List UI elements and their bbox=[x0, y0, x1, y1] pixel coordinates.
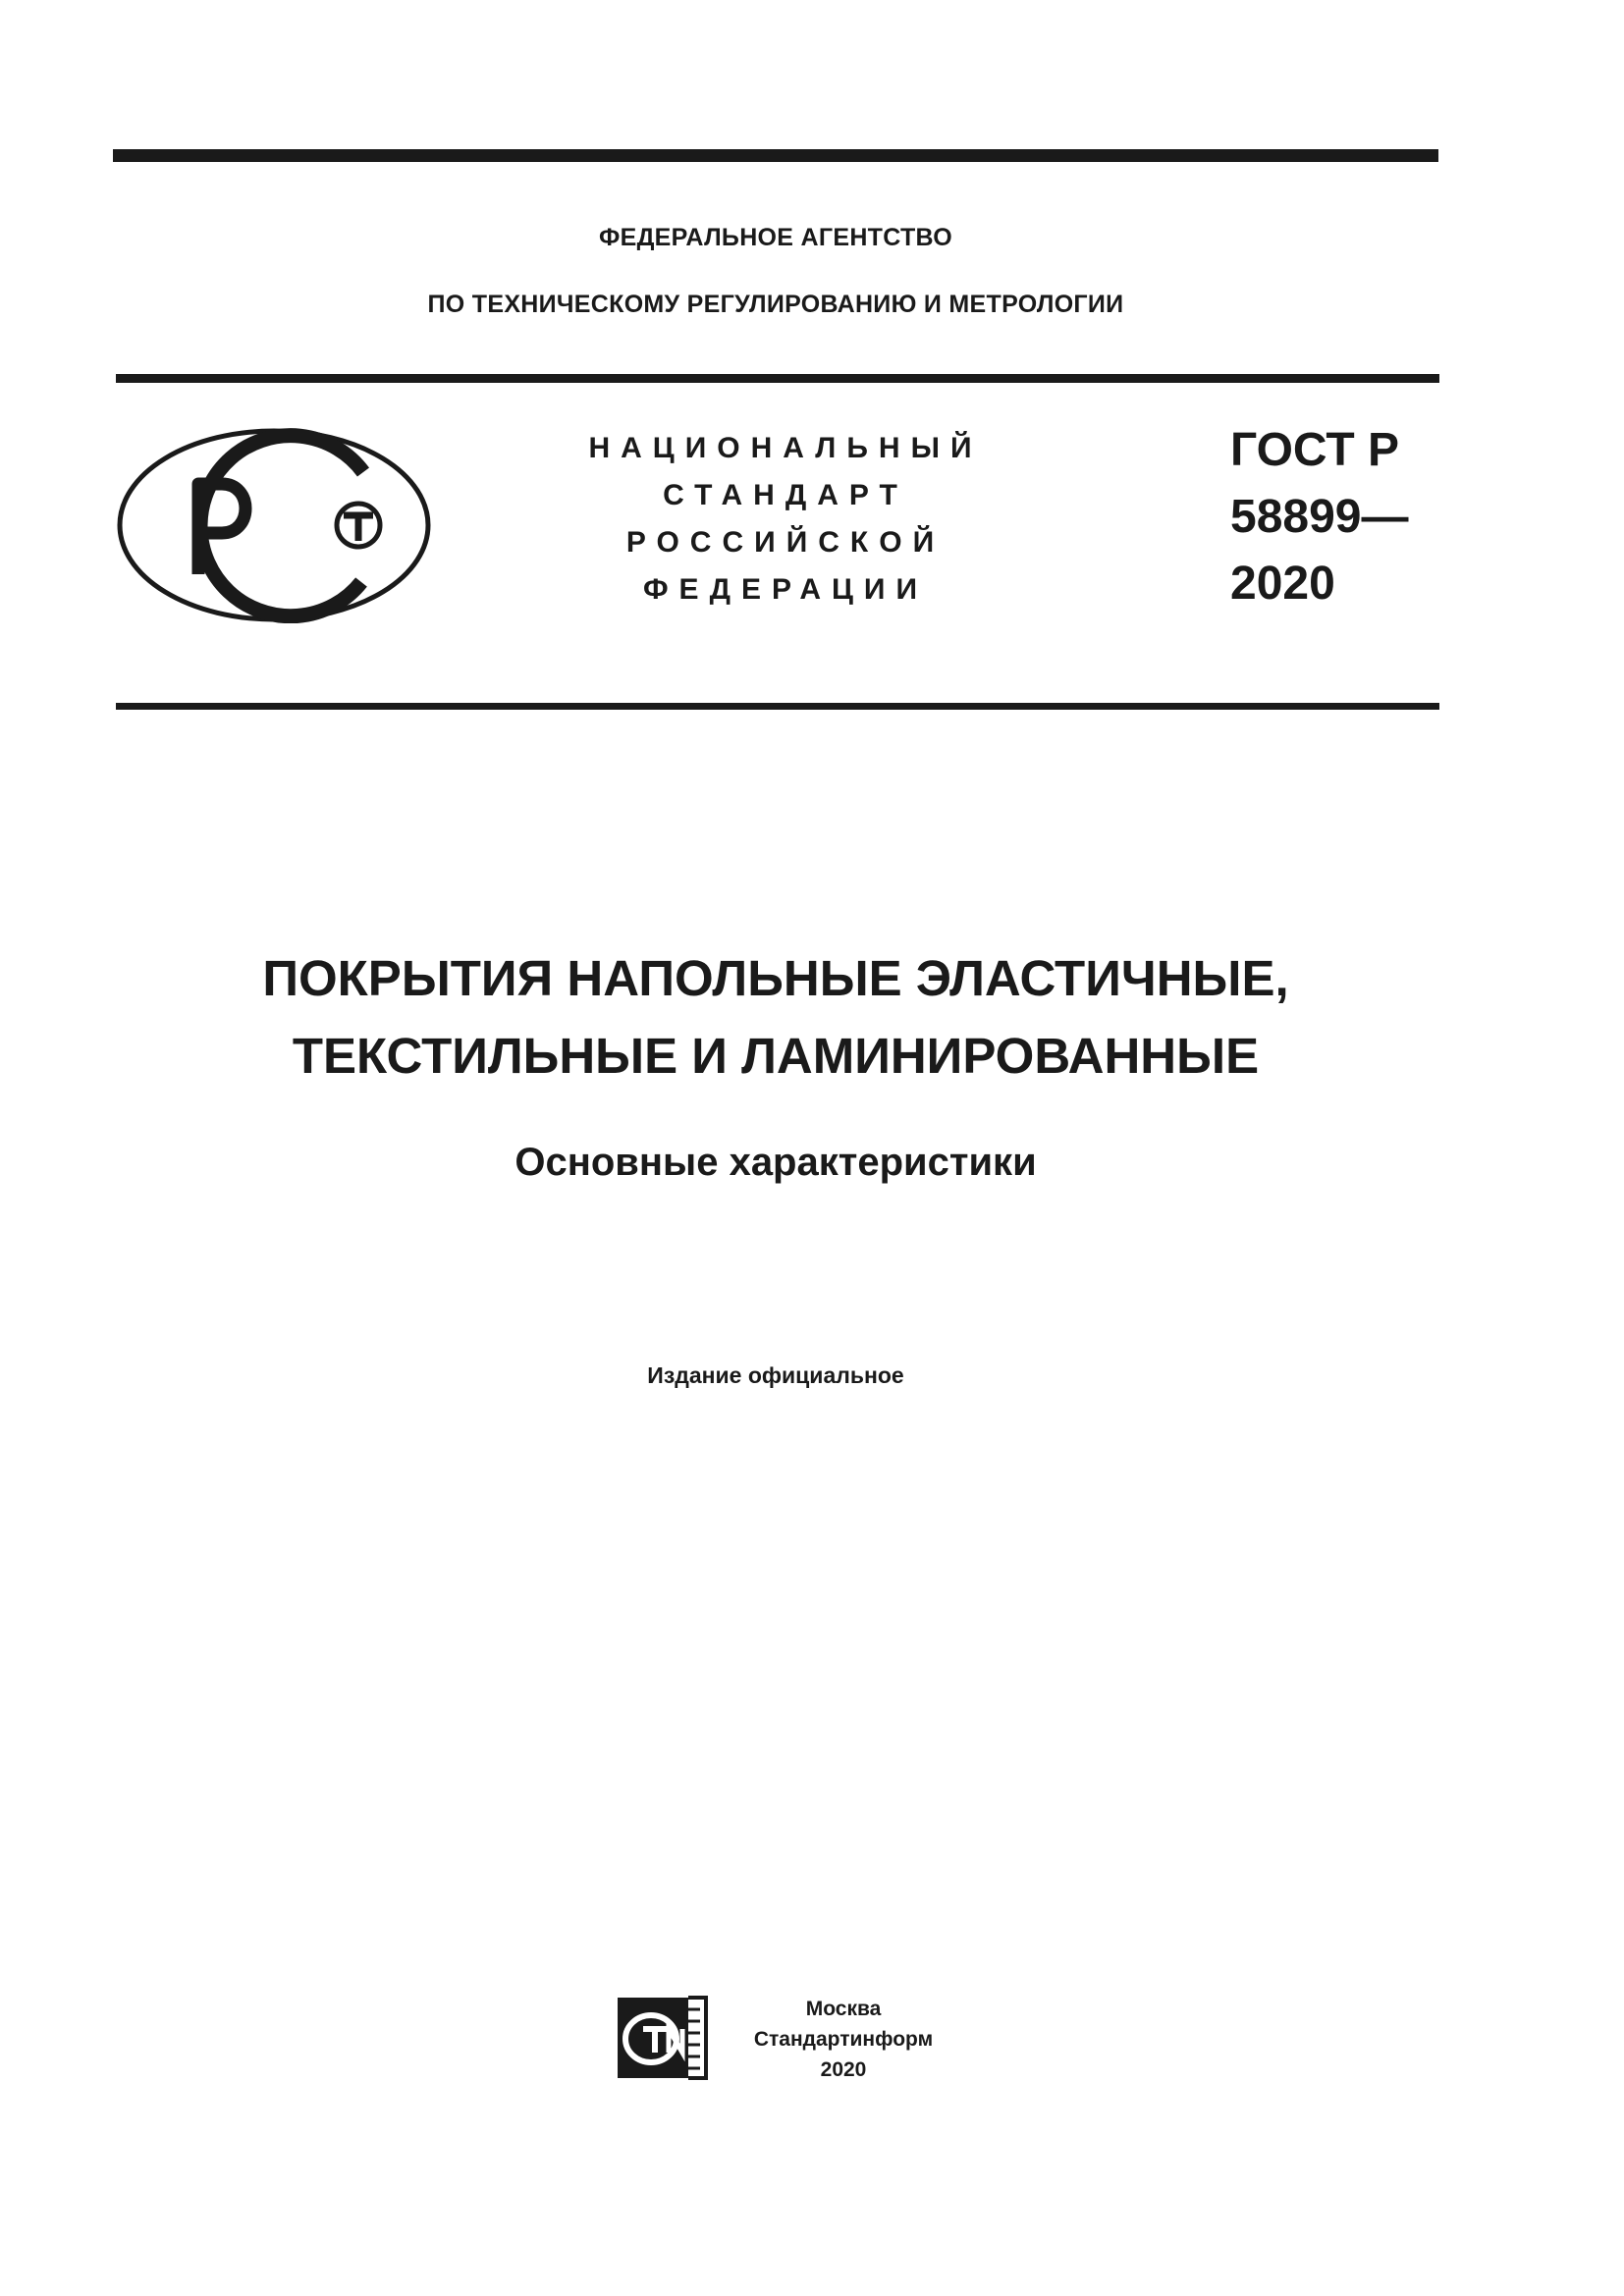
bottom-rule bbox=[116, 703, 1439, 710]
standartinform-logo-icon bbox=[616, 1996, 710, 2080]
agency-line-1: ФЕДЕРАЛЬНОЕ АГЕНТСТВО bbox=[598, 224, 953, 251]
standard-type-line-1: НАЦИОНАЛЬНЫЙ bbox=[588, 432, 983, 464]
rst-emblem-icon bbox=[116, 427, 432, 623]
publisher-city: Москва bbox=[805, 1998, 882, 2020]
middle-rule bbox=[116, 374, 1439, 383]
publisher-block bbox=[731, 1994, 956, 2085]
agency-line-2: ПО ТЕХНИЧЕСКОМУ РЕГУЛИРОВАНИЮ И МЕТРОЛОГИИ bbox=[427, 291, 1124, 318]
publisher-year: 2020 bbox=[820, 2058, 867, 2081]
title-line-2: ТЕКСТИЛЬНЫЕ И ЛАМИНИРОВАННЫЕ bbox=[292, 1028, 1260, 1084]
standard-designation bbox=[1230, 417, 1408, 617]
standard-type-line-4: ФЕДЕРАЦИИ bbox=[642, 573, 929, 606]
standard-type-line-3: РОССИЙСКОЙ bbox=[625, 526, 946, 559]
standard-type bbox=[550, 425, 1021, 614]
title-line-1: ПОКРЫТИЯ НАПОЛЬНЫЕ ЭЛАСТИЧНЫЕ, bbox=[262, 950, 1289, 1006]
designation-line-2: 58899— bbox=[1230, 491, 1409, 543]
document-subtitle: Основные характеристики bbox=[514, 1141, 1037, 1184]
document-title bbox=[0, 939, 1551, 1095]
publisher-name: Стандартинформ bbox=[753, 2028, 934, 2051]
designation-line-1: ГОСТ Р bbox=[1230, 424, 1400, 476]
standard-type-line-2: СТАНДАРТ bbox=[663, 479, 908, 511]
designation-line-3: 2020 bbox=[1230, 558, 1335, 610]
top-rule bbox=[113, 149, 1438, 162]
edition-label: Издание официальное bbox=[647, 1362, 904, 1388]
